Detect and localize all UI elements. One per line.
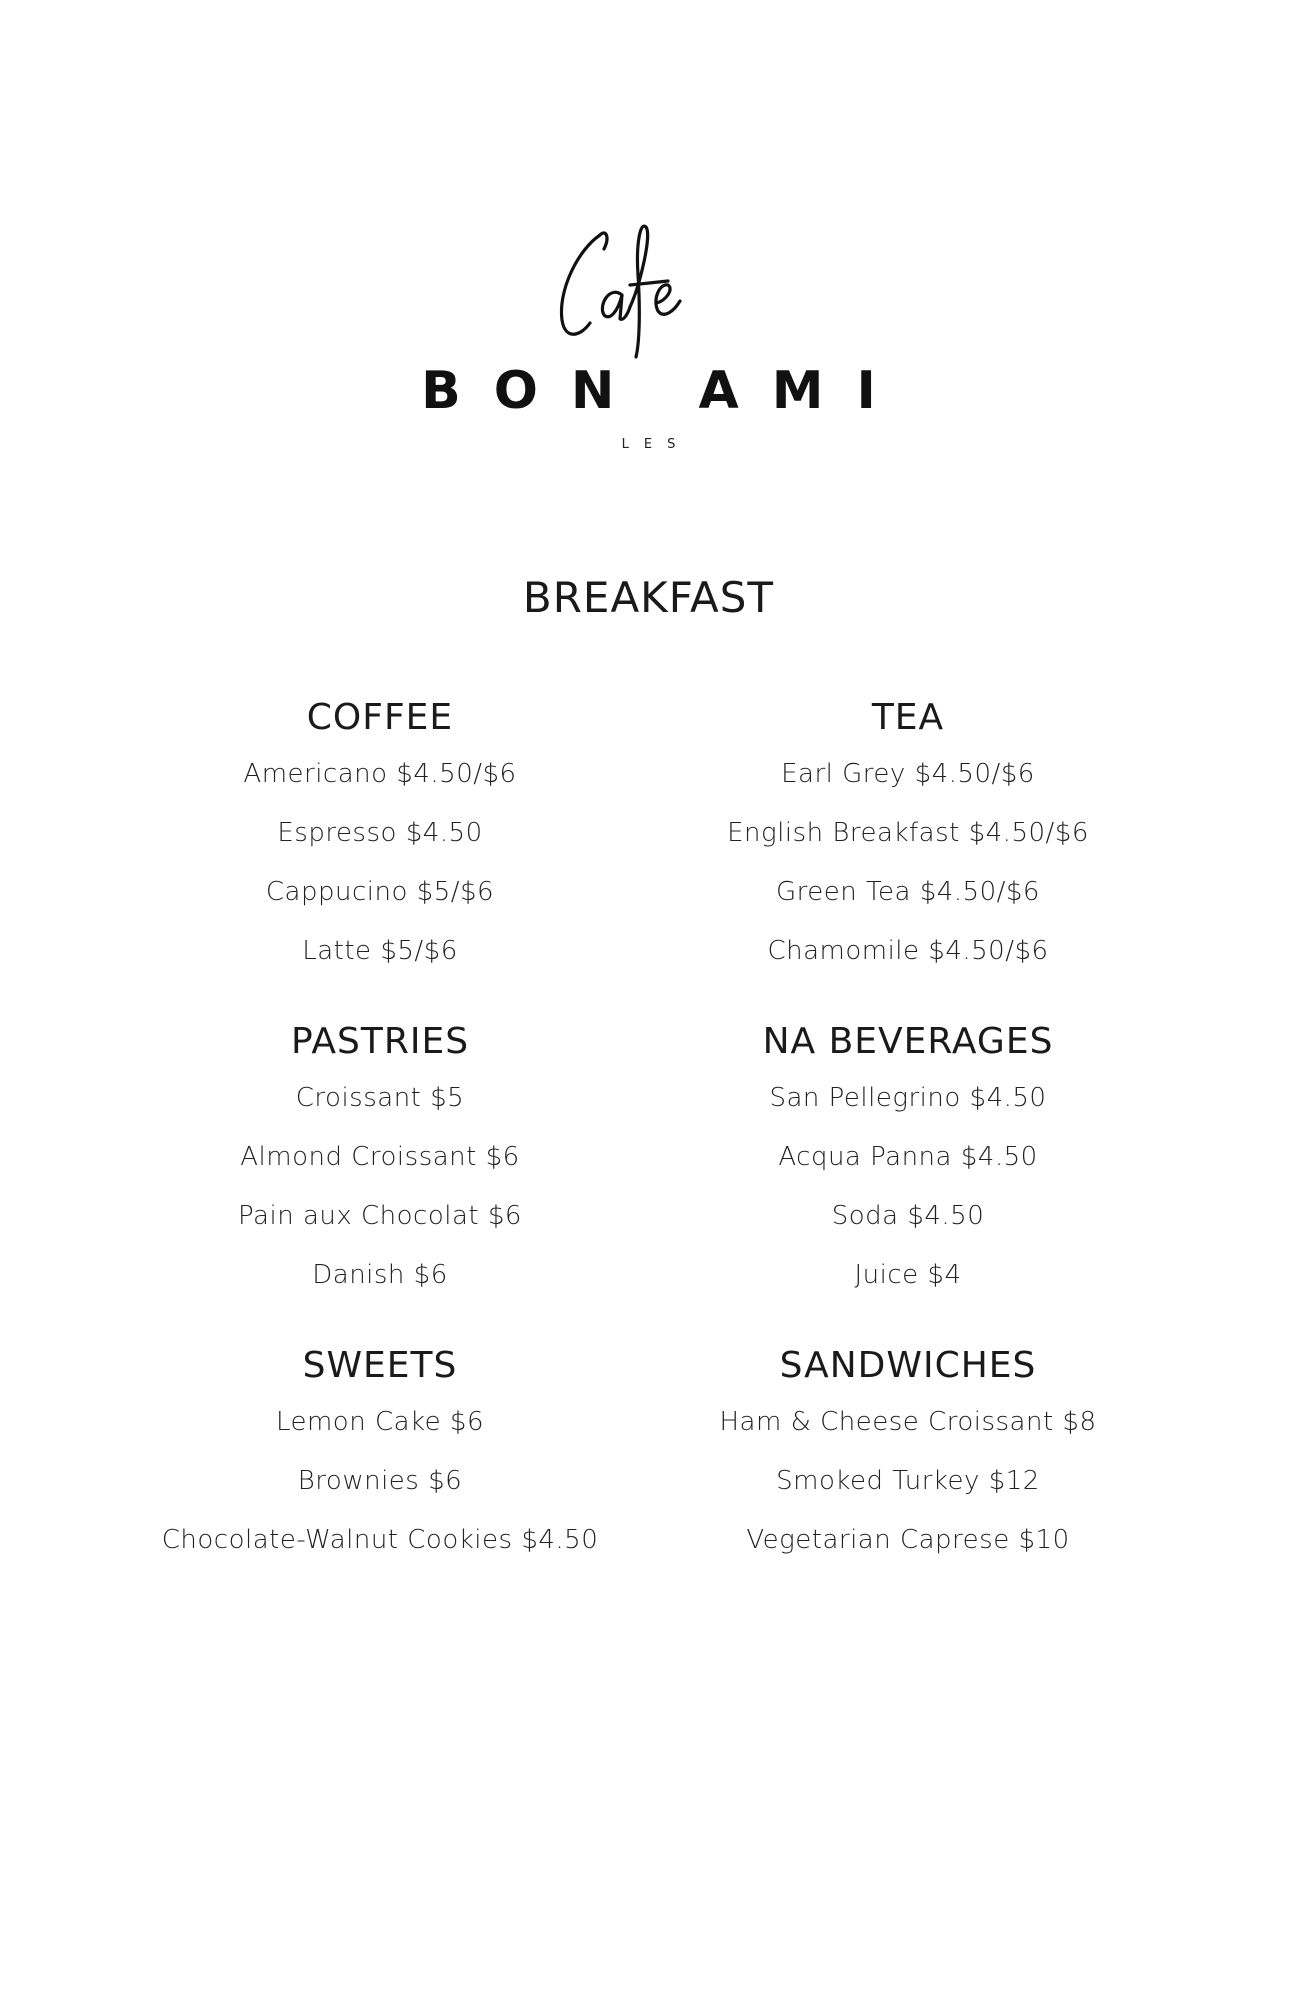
menu-item: Brownies $6 [297, 1466, 463, 1496]
menu-section-coffee [100, 690, 660, 1014]
menu-section-pastries [100, 1014, 660, 1338]
cafe-script-wordmark [548, 215, 748, 365]
menu-item: Green Tea $4.50/$6 [776, 877, 1040, 907]
menu-column-left [100, 690, 660, 1662]
menu-item: Almond Croissant $6 [240, 1142, 520, 1172]
menu-item: Latte $5/$6 [302, 936, 458, 966]
section-title: SANDWICHES [779, 1345, 1037, 1386]
menu-item: Pain aux Chocolat $6 [238, 1201, 522, 1231]
menu-item: Ham & Cheese Croissant $8 [719, 1407, 1097, 1437]
menu-item: Croissant $5 [295, 1083, 465, 1113]
section-title: TEA [871, 697, 945, 738]
menu-section-na-beverages [628, 1014, 1188, 1338]
menu-item: Cappucino $5/$6 [265, 877, 495, 907]
logo-main-text: BON AMI [421, 361, 909, 421]
menu-item: Chamomile $4.50/$6 [767, 936, 1049, 966]
page-title: BREAKFAST [522, 573, 775, 622]
menu-item: Chocolate-Walnut Cookies $4.50 [161, 1525, 599, 1555]
menu-item: Juice $4 [854, 1260, 962, 1290]
section-title: NA BEVERAGES [762, 1021, 1054, 1062]
menu-item: Acqua Panna $4.50 [778, 1142, 1038, 1172]
menu-item: English Breakfast $4.50/$6 [727, 818, 1089, 848]
menu-item: San Pellegrino $4.50 [769, 1083, 1047, 1113]
menu-item: Espresso $4.50 [277, 818, 483, 848]
menu-item: Earl Grey $4.50/$6 [781, 759, 1035, 789]
menu-column-right [628, 690, 1188, 1662]
menu-item: Danish $6 [312, 1260, 448, 1290]
menu-section-sandwiches [628, 1338, 1188, 1662]
menu-item: Soda $4.50 [831, 1201, 985, 1231]
section-title: COFFEE [306, 697, 454, 738]
menu-item: Smoked Turkey $12 [776, 1466, 1040, 1496]
section-title: PASTRIES [290, 1021, 470, 1062]
menu-item: Americano $4.50/$6 [243, 759, 517, 789]
menu-section-tea [628, 690, 1188, 1014]
section-title: SWEETS [302, 1345, 458, 1386]
menu-item: Vegetarian Caprese $10 [746, 1525, 1070, 1555]
logo-sub-text: LES [621, 437, 691, 452]
menu-item: Lemon Cake $6 [275, 1407, 485, 1437]
menu-section-sweets [100, 1338, 660, 1662]
cafe-logo [0, 215, 1297, 465]
